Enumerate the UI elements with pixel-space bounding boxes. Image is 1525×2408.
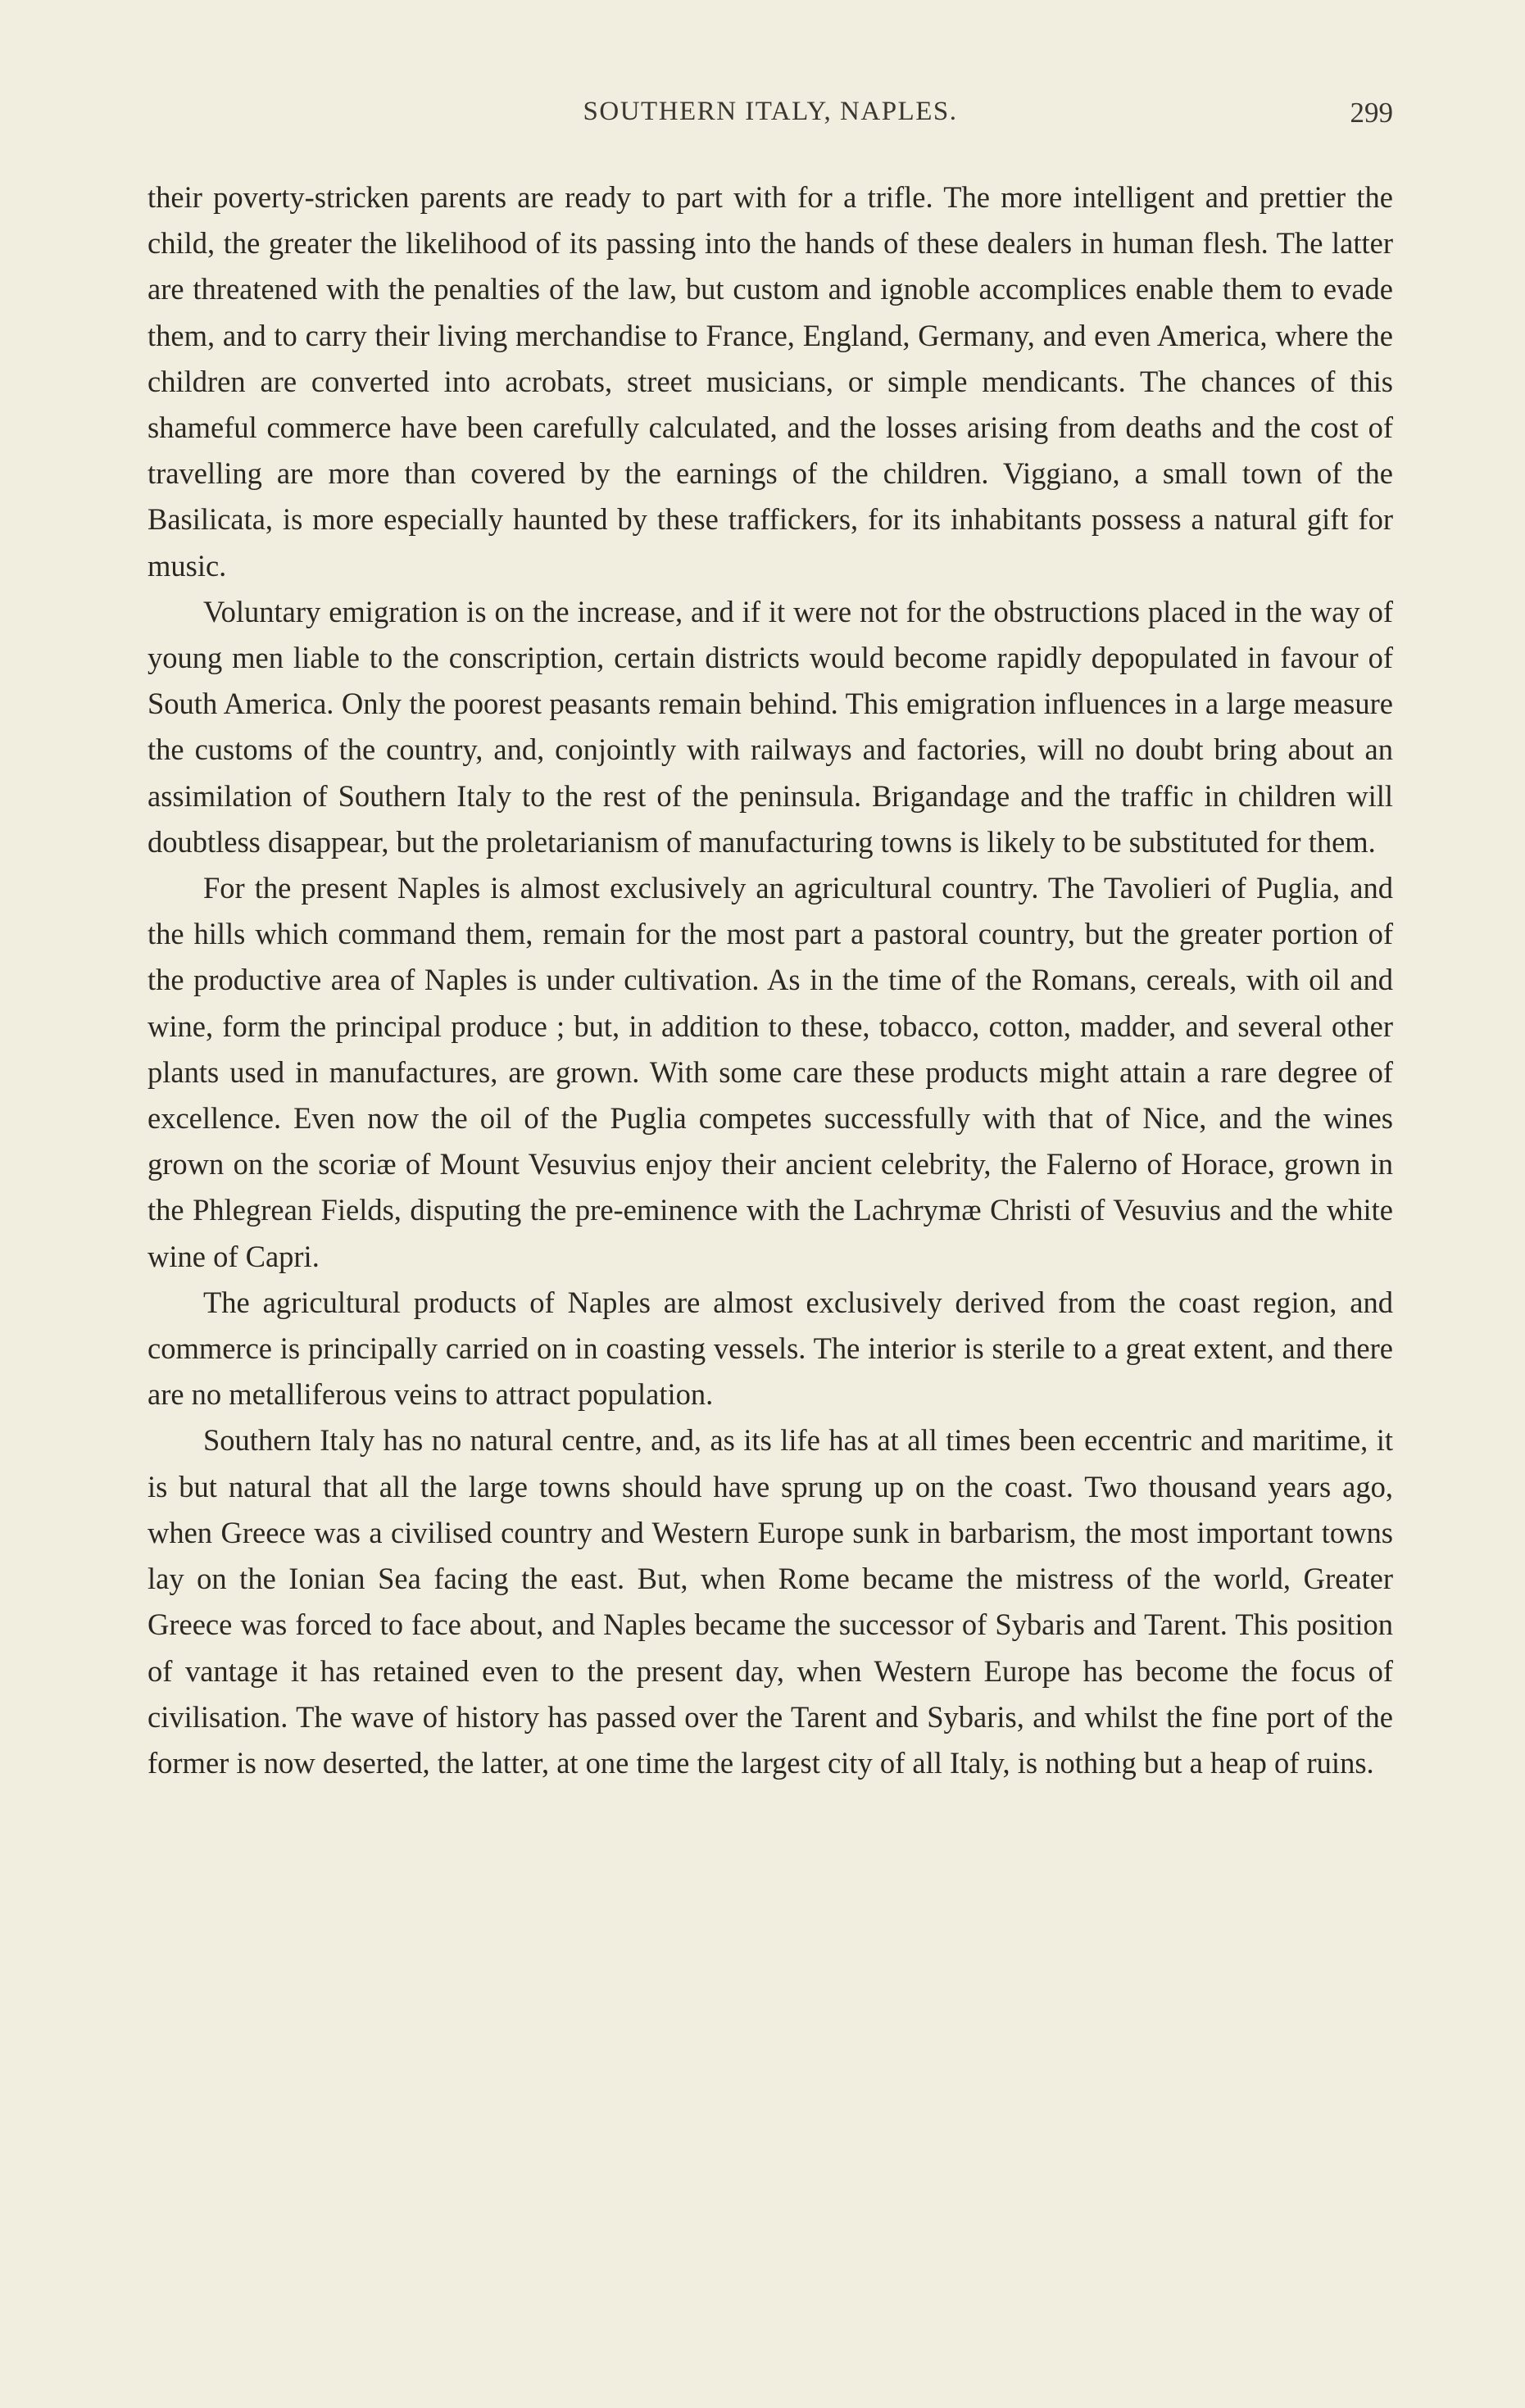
- body-text: [148, 175, 1393, 1786]
- page-number: 299: [1350, 97, 1393, 129]
- paragraph-2: Voluntary emigration is on the increase, and if it were not for the obstructions placed in the way of young men liable to the conscription, certain districts would become rapidly depopulated in favour of South America. Only the poorest peasants remain behind. This emigration influences in a large measure the customs of the country, and, conjointly with railways and factories, will no doubt bring about an assimilation of Southern Italy to the rest of the peninsula. Brigandage and the traffic in children will doubtless disappear, but the proletarianism of manufacturing towns is likely to be substituted for them.: [148, 594, 1393, 859]
- paragraph-5: Southern Italy has no natural centre, and, as its life has at all times been eccentric and maritime, it is but natural that all the large towns should have sprung up on the coast. Two thousand years ago, when Greece was a civilised country and Western Europe sunk in barbarism, the most important towns lay on the Ionian Sea facing the east. But, when Rome became the mistress of the world, Greater Greece was forced to face about, and Naples became the successor of Sybaris and Tarent. This position of vantage it has retained even to the present day, when Western Europe has become the focus of civilisation. The wave of history has passed over the Tarent and Sybaris, and whilst the fine port of the former is now deserted, the latter, at one time the largest city of all Italy, is nothing but a heap of ruins.: [148, 1423, 1393, 1780]
- running-title: SOUTHERN ITALY, NAPLES.: [583, 97, 958, 126]
- paragraph-4: The agricultural products of Naples are almost exclusively derived from the coast region, and commerce is principally carried on in coasting vessels. The interior is sterile to a great extent, and there are no metalliferous veins to attract population.: [148, 1285, 1393, 1412]
- paragraph-3: For the present Naples is almost exclusively an agricultural country. The Tavolieri of Puglia, and the hills which command them, remain for the most part a pastoral country, but the greater portion of the productive area of Naples is under cultivation. As in the time of the Romans, cereals, with oil and wine, form the principal produce ; but, in addition to these, tobacco, cotton, madder, and several other plants used in manufactures, are grown. With some care these products might attain a rare degree of excellence. Even now the oil of the Puglia competes successfully with that of Nice, and the wines grown on the scoriæ of Mount Vesuvius enjoy their ancient celebrity, the Falerno of Horace, grown in the Phlegrean Fields, disputing the pre-eminence with the Lachrymæ Christi of Vesuvius and the white wine of Capri.: [148, 871, 1393, 1273]
- paragraph-1: their poverty-stricken parents are ready to part with for a trifle. The more intelligent and prettier the child, the greater the likelihood of its passing into the hands of these dealers in human flesh. The latter are threatened with the penalties of the law, but custom and ignoble accomplices enable them to evade them, and to carry their living merchandise to France, England, Germany, and even America, where the children are converted into acrobats, street musicians, or simple mendicants. The chances of this shameful commerce have been carefully calculated, and the losses arising from deaths and the cost of travelling are more than covered by the earnings of the children. Viggiano, a small town of the Basilicata, is more especially haunted by these traffickers, for its inhabitants possess a natural gift for music.: [148, 180, 1393, 583]
- running-head: [148, 97, 1393, 138]
